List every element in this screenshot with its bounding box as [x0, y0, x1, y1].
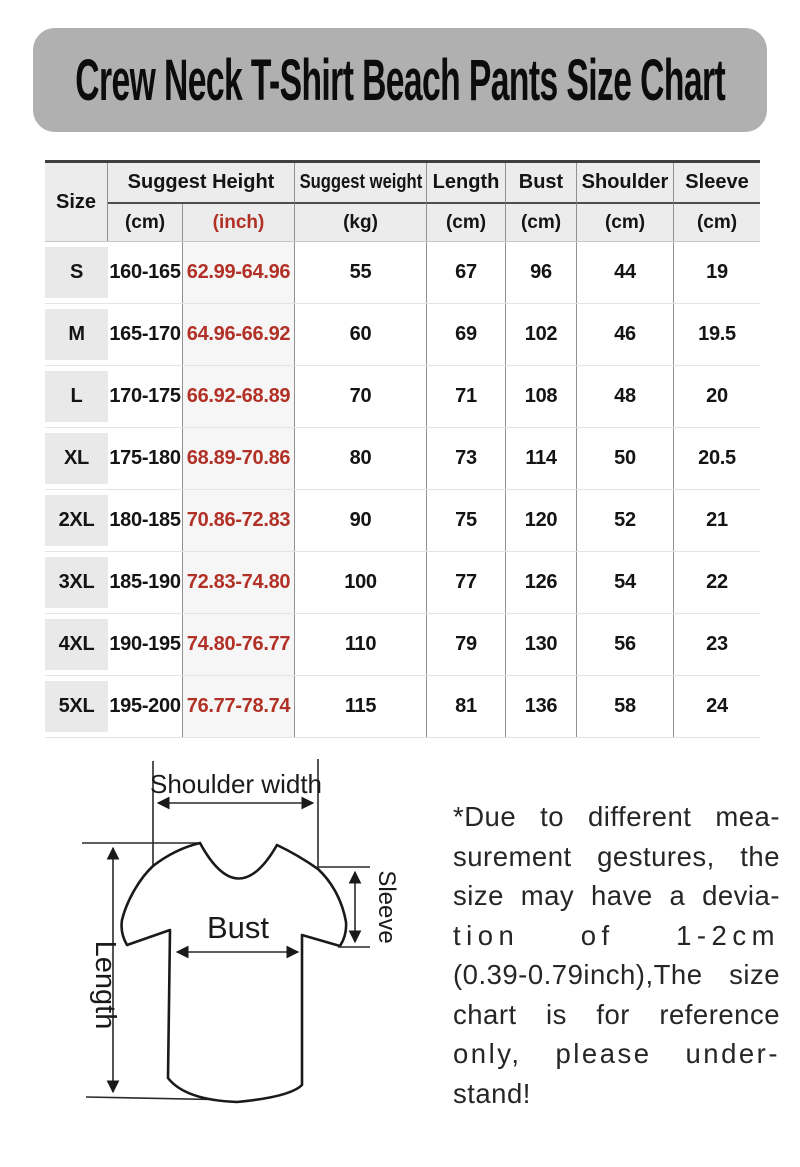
cell-size: 2XL [45, 490, 108, 551]
disclaimer-note [453, 797, 780, 1113]
note-line: surement gestures, the [453, 840, 780, 872]
cell-bust: 136 [506, 676, 577, 737]
unit-shoulder-cm: (cm) [577, 204, 674, 241]
table-row [45, 242, 760, 304]
cell-size: 4XL [45, 614, 108, 675]
cell-weight: 100 [295, 552, 427, 613]
size-table [45, 160, 760, 738]
cell-weight: 90 [295, 490, 427, 551]
cell-shoulder: 52 [577, 490, 674, 551]
cell-size: 3XL [45, 552, 108, 613]
cell-height-cm: 190-195 [108, 614, 183, 675]
cell-sleeve: 19 [706, 261, 728, 283]
cell-sleeve: 20 [706, 385, 728, 407]
cell-bust: 130 [506, 614, 577, 675]
cell-bust: 96 [506, 242, 577, 303]
cell-height-cm: 165-170 [108, 304, 183, 365]
table-row [45, 366, 760, 428]
cell-sleeve: 24 [706, 695, 728, 717]
label-shoulder-width: Shoulder width [150, 769, 322, 799]
note-line: only, please under- [453, 1038, 780, 1069]
cell-bust: 108 [506, 366, 577, 427]
cell-height-inch: 64.96-66.92 [183, 304, 295, 365]
note-line: stand! [453, 1077, 531, 1109]
cell-shoulder: 46 [577, 304, 674, 365]
cell-length: 69 [427, 304, 506, 365]
cell-size: M [45, 304, 108, 365]
note-line: (0.39-0.79inch),The size [453, 959, 780, 990]
cell-size: L [45, 366, 108, 427]
cell-height-cm: 185-190 [108, 552, 183, 613]
cell-sleeve: 22 [706, 571, 728, 593]
col-header-bust: Bust [506, 163, 577, 204]
note-line: size may have a devia- [453, 880, 780, 911]
col-header-shoulder: Shoulder [577, 163, 674, 204]
page-title: Crew Neck T-Shirt Beach Pants Size Chart [75, 47, 725, 113]
cell-size: XL [45, 428, 108, 489]
cell-length: 67 [427, 242, 506, 303]
cell-height-cm: 180-185 [108, 490, 183, 551]
tshirt-diagram-svg [50, 755, 430, 1155]
cell-weight: 110 [295, 614, 427, 675]
note-line: chart is for reference [453, 998, 780, 1030]
cell-height-inch: 62.99-64.96 [183, 242, 295, 303]
unit-weight-kg: (kg) [295, 204, 427, 241]
unit-bust-cm: (cm) [506, 204, 577, 241]
cell-size: S [45, 242, 108, 303]
cell-weight: 60 [295, 304, 427, 365]
tshirt-outline [122, 843, 347, 1102]
cell-shoulder: 54 [577, 552, 674, 613]
unit-sleeve-cm: (cm) [696, 211, 738, 233]
cell-shoulder: 44 [577, 242, 674, 303]
label-bust: Bust [206, 910, 270, 945]
cell-height-inch: 74.80-76.77 [183, 614, 295, 675]
cell-weight: 80 [295, 428, 427, 489]
cell-length: 75 [427, 490, 506, 551]
cell-weight: 70 [295, 366, 427, 427]
col-header-size: Size [45, 163, 108, 241]
title-banner [33, 28, 767, 132]
cell-bust: 102 [506, 304, 577, 365]
cell-shoulder: 48 [577, 366, 674, 427]
cell-bust: 120 [506, 490, 577, 551]
label-length: Length [89, 940, 121, 1030]
table-row [45, 676, 760, 738]
cell-sleeve: 23 [706, 633, 728, 655]
cell-weight: 115 [295, 676, 427, 737]
table-row [45, 304, 760, 366]
table-row [45, 552, 760, 614]
cell-sleeve: 20.5 [698, 447, 736, 469]
cell-height-inch: 76.77-78.74 [183, 676, 295, 737]
cell-height-cm: 170-175 [108, 366, 183, 427]
unit-height-cm: (cm) [108, 204, 183, 241]
cell-height-inch: 68.89-70.86 [183, 428, 295, 489]
cell-length: 79 [427, 614, 506, 675]
cell-length: 77 [427, 552, 506, 613]
cell-size: 5XL [45, 676, 108, 737]
col-header-suggest-weight: Suggest weight [295, 163, 427, 204]
cell-weight: 55 [295, 242, 427, 303]
cell-length: 73 [427, 428, 506, 489]
cell-length: 81 [427, 676, 506, 737]
cell-height-cm: 160-165 [108, 242, 183, 303]
label-sleeve: Sleeve [373, 870, 400, 944]
cell-length: 71 [427, 366, 506, 427]
col-header-sleeve: Sleeve [674, 163, 760, 204]
cell-bust: 114 [506, 428, 577, 489]
cell-height-inch: 70.86-72.83 [183, 490, 295, 551]
col-header-length: Length [427, 163, 506, 204]
tshirt-measurement-diagram [50, 755, 430, 1160]
col-header-suggest-height: Suggest Height [108, 163, 295, 204]
table-row [45, 428, 760, 490]
cell-height-cm: 175-180 [108, 428, 183, 489]
note-line: *Due to different mea- [453, 801, 780, 832]
cell-height-inch: 66.92-68.89 [183, 366, 295, 427]
cell-shoulder: 58 [577, 676, 674, 737]
cell-sleeve: 19.5 [698, 323, 736, 345]
unit-length-cm: (cm) [427, 204, 506, 241]
table-row [45, 490, 760, 552]
cell-shoulder: 50 [577, 428, 674, 489]
cell-height-inch: 72.83-74.80 [183, 552, 295, 613]
note-line: tion of 1-2cm [453, 919, 780, 951]
cell-bust: 126 [506, 552, 577, 613]
unit-height-inch: (inch) [183, 204, 295, 241]
table-header [45, 160, 760, 242]
cell-sleeve: 21 [706, 509, 728, 531]
cell-shoulder: 56 [577, 614, 674, 675]
cell-height-cm: 195-200 [108, 676, 183, 737]
table-row [45, 614, 760, 676]
